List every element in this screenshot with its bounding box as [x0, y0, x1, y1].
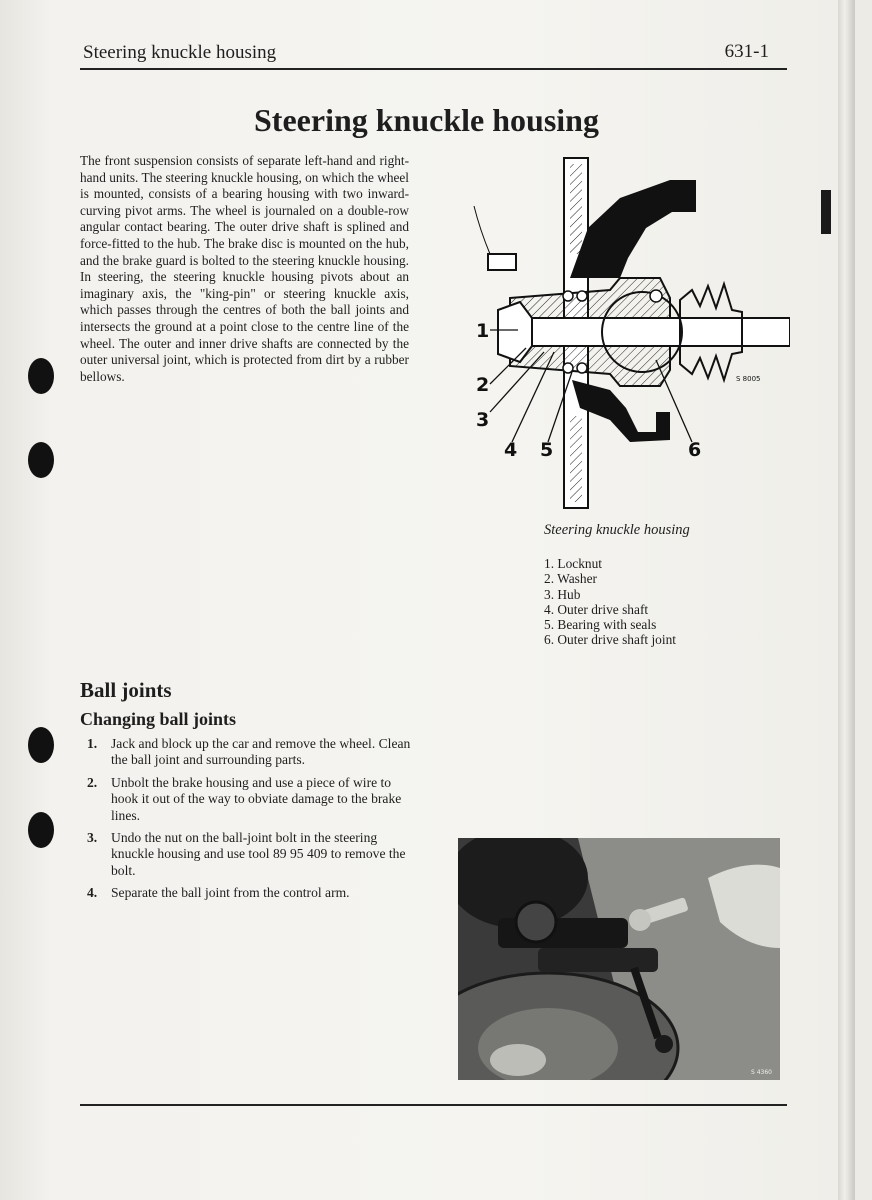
- callout-6: 6: [688, 439, 702, 461]
- figure-caption: Steering knuckle housing: [544, 522, 690, 538]
- brake-disc-hatch: [570, 164, 582, 254]
- callout-3: 3: [476, 409, 490, 431]
- brake-disc-hatch: [570, 416, 582, 502]
- subsection-heading: Changing ball joints: [80, 709, 237, 729]
- running-head: Steering knuckle housing: [83, 42, 277, 63]
- header-rule: [80, 68, 787, 70]
- legend-item: 5. Bearing with seals: [544, 617, 657, 633]
- legend-item: 3. Hub: [544, 586, 581, 602]
- brake-line: [474, 206, 490, 254]
- step-number: 1.: [87, 736, 98, 751]
- knuckle-cross-section-diagram: [460, 150, 790, 515]
- procedure-step: [84, 830, 411, 879]
- binder-hole: [28, 442, 54, 478]
- procedure-step: [84, 885, 411, 901]
- binder-hole: [28, 358, 54, 394]
- legend-item: 6. Outer drive shaft joint: [544, 632, 677, 648]
- page-edge: [838, 0, 855, 1200]
- step-number: 4.: [87, 885, 98, 901]
- step-number: 2.: [87, 774, 98, 790]
- step-text: Separate the ball joint from the control arm.: [111, 885, 350, 901]
- locknut: [498, 302, 532, 362]
- step-text: Jack and block up the car and remove the wheel. Clean the ball joint and surrounding parts.: [111, 736, 411, 768]
- ball-joint-removal-photo: [458, 838, 780, 1080]
- footer-rule: [80, 1104, 787, 1106]
- binder-hole: [28, 812, 54, 848]
- photo-code: S 4360: [751, 1069, 772, 1076]
- joint-ball: [650, 290, 662, 302]
- procedure-step: [84, 775, 411, 824]
- intro-paragraph: The front suspension consists of separate left-hand and right-hand units. The steering knuckle housing, on which the wheel is mounted, consists of a bearing housing with two inward-curving pivot arms. The wheel is journaled on a double-row angular contact bearing. The outer drive shaft is splined and force-fitted to the hub. The brake disc is mounted on the hub, and the brake guard is bolted to the steering knuckle housing. In steering, the steering knuckle housing pivots about an imaginary axis, the "king-pin" or steering knuckle axis, which passes through the centres of both the ball joints and intersects the ground at a point close to the centre line of the wheel. The outer and inner drive shafts are connected by the outer universal joint, which is protected from dirt by a rubber bellows.: [80, 153, 409, 384]
- binder-hole: [28, 727, 54, 763]
- legend-item: 4. Outer drive shaft: [544, 601, 649, 617]
- section-heading: Ball joints: [80, 678, 172, 702]
- brake-guard-bolt: [488, 254, 516, 270]
- step-number: 3.: [87, 830, 98, 846]
- outer-drive-shaft: [522, 318, 790, 346]
- callout-2: 2: [476, 374, 490, 396]
- step-text: Unbolt the brake housing and use a piece of wire to hook it out of the way to obviate damage to the brake lines.: [111, 774, 402, 823]
- section-tab-marker: [821, 190, 831, 234]
- page-number: 631-1: [724, 41, 769, 62]
- procedure-steps: [84, 736, 411, 902]
- callout-5: 5: [540, 439, 554, 461]
- callout-4: 4: [504, 439, 518, 461]
- figure-code: S 8005: [736, 375, 761, 383]
- step-text: Undo the nut on the ball-joint bolt in the steering knuckle housing and use tool 89 95 409 to remove the bolt.: [111, 830, 406, 878]
- page-title: Steering knuckle housing: [254, 102, 599, 138]
- figure-legend: [544, 556, 676, 648]
- callout-1: 1: [476, 320, 490, 342]
- procedure-step: [84, 736, 411, 769]
- legend-item: 1. Locknut: [544, 556, 603, 571]
- photo-illustration: [458, 838, 780, 1080]
- legend-item: 2. Washer: [544, 571, 597, 587]
